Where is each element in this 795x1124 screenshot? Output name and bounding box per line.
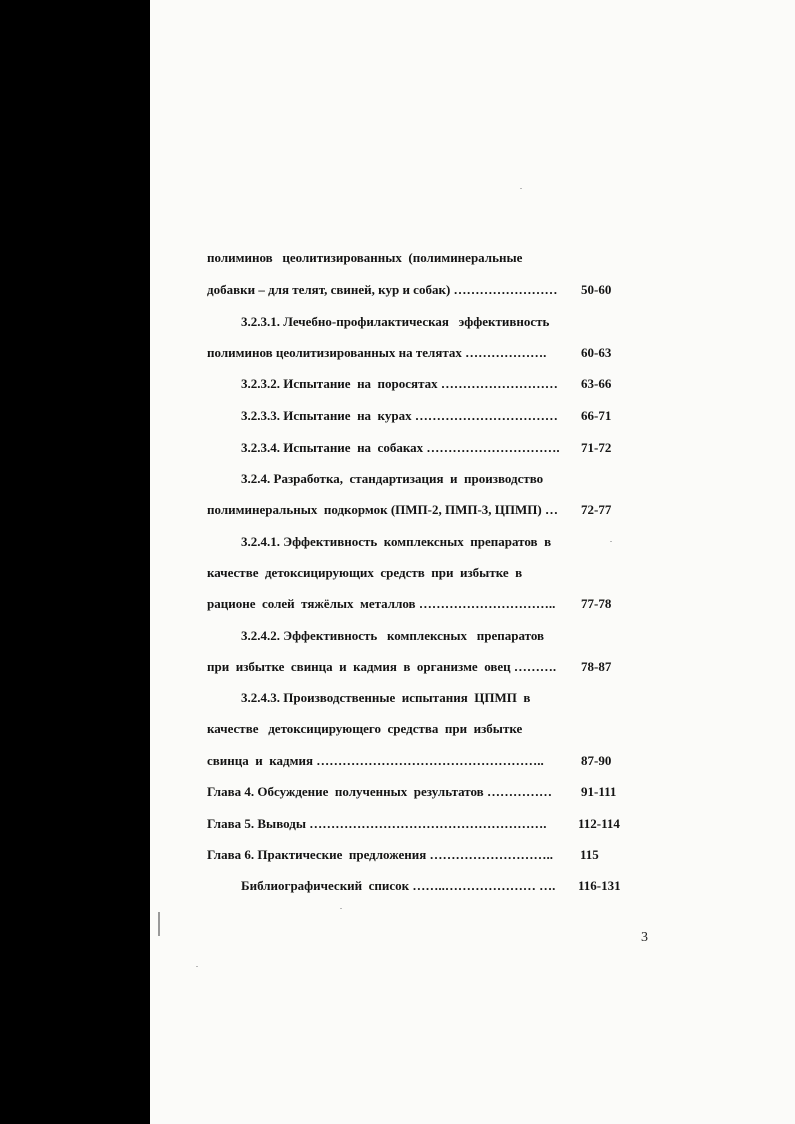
toc-entry-text: качестве детоксицирующих средств при избытке в: [207, 565, 523, 580]
toc-entry-text: 3.2.3.1. Лечебно-профилактическая эффективность: [241, 314, 550, 329]
toc-entry-text: Глава 6. Практические предложения ………………………..: [207, 847, 554, 862]
toc-entry-page: 91-111: [581, 784, 617, 799]
scan-speck: [520, 188, 522, 189]
margin-mark: [158, 912, 160, 936]
toc-entry-page: 66-71: [581, 408, 612, 423]
toc-entry-text: 3.2.3.3. Испытание на курах ……………………………: [241, 408, 558, 423]
toc-entry-page: 116-131: [578, 878, 621, 893]
toc-entry-text: полиминеральных подкормок (ПМП-2, ПМП-3, ЦПМП) …: [207, 502, 558, 517]
toc-entry-page: 78-87: [581, 659, 612, 674]
toc-entry-text: 3.2.3.4. Испытание на собаках ………………………….: [241, 440, 560, 455]
toc-entry-text: качестве детоксицирующего средства при избытке: [207, 721, 523, 736]
toc-entry-text: свинца и кадмия ……………………………………………..: [207, 753, 544, 768]
toc-entry-text: Глава 4. Обсуждение полученных результатов ……………: [207, 784, 552, 799]
toc-entry-text: 3.2.4.3. Производственные испытания ЦПМП в: [241, 690, 531, 705]
toc-entry-text: Библиографический список ……..………………… ….: [241, 878, 556, 893]
toc-entry-text: Глава 5. Выводы ……………………………………………….: [207, 816, 547, 831]
toc-entry-text: 3.2.4.2. Эффективность комплексных препаратов: [241, 628, 545, 643]
toc-entry-page: 72-77: [581, 502, 612, 517]
toc-entry-page: 87-90: [581, 753, 612, 768]
toc-entry-page: 115: [580, 847, 599, 862]
toc-entry-text: 3.2.4.1. Эффективность комплексных препаратов в: [241, 534, 552, 549]
toc-entry-text: полиминов цеолитизированных на телятах ……………….: [207, 345, 547, 360]
scan-speck: [196, 966, 198, 967]
toc-entry-text: добавки – для телят, свиней, кур и собак) ……………………: [207, 282, 558, 297]
page-number: 3: [641, 930, 648, 945]
toc-entry-text: полиминов цеолитизированных (полиминеральные: [207, 250, 523, 265]
toc-entry-page: 77-78: [581, 596, 612, 611]
toc-entry-text: рационе солей тяжёлых металлов …………………………..: [207, 596, 556, 611]
scan-speck: [340, 908, 342, 909]
toc-entry-text: при избытке свинца и кадмия в организме овец ……….: [207, 659, 557, 674]
toc-entry-page: 63-66: [581, 376, 612, 391]
scan-speck: [610, 541, 612, 542]
toc-entry-text: 3.2.3.2. Испытание на поросятах ………………………: [241, 376, 558, 391]
toc-entry-page: 60-63: [581, 345, 612, 360]
toc-entry-page: 50-60: [581, 282, 612, 297]
toc-entry-text: 3.2.4. Разработка, стандартизация и производство: [241, 471, 544, 486]
toc-entry-page: 112-114: [578, 816, 620, 831]
toc-entry-page: 71-72: [581, 440, 612, 455]
